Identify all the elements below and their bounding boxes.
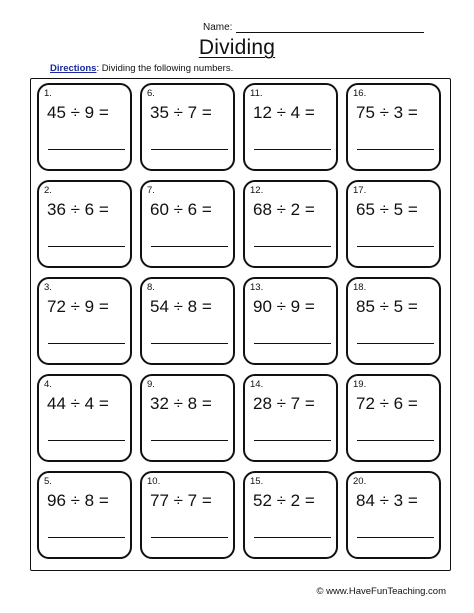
answer-line[interactable]	[48, 440, 125, 441]
problem-expression: 84 ÷ 3 =	[356, 491, 418, 510]
problem-expression: 35 ÷ 7 =	[150, 103, 212, 122]
answer-line[interactable]	[357, 440, 434, 441]
problem-number: 11.	[250, 88, 263, 99]
problem-expression: 72 ÷ 6 =	[356, 394, 418, 413]
problem-expression: 68 ÷ 2 =	[253, 200, 315, 219]
problem-expression: 36 ÷ 6 =	[47, 200, 109, 219]
answer-line[interactable]	[48, 246, 125, 247]
answer-line[interactable]	[151, 149, 228, 150]
problem-box	[37, 83, 132, 171]
answer-line[interactable]	[254, 149, 331, 150]
answer-line[interactable]	[151, 537, 228, 538]
problem-expression: 85 ÷ 5 =	[356, 297, 418, 316]
answer-line[interactable]	[151, 246, 228, 247]
answer-line[interactable]	[357, 537, 434, 538]
problem-box	[346, 471, 441, 559]
problem-expression: 65 ÷ 5 =	[356, 200, 418, 219]
problem-number: 3.	[44, 282, 52, 293]
answer-line[interactable]	[254, 246, 331, 247]
answer-line[interactable]	[151, 343, 228, 344]
problem-box	[243, 374, 338, 462]
answer-line[interactable]	[357, 246, 434, 247]
answer-line[interactable]	[357, 343, 434, 344]
problem-box	[37, 180, 132, 268]
problem-number: 7.	[147, 185, 155, 196]
problem-box	[243, 277, 338, 365]
problem-box	[140, 180, 235, 268]
problem-box	[140, 471, 235, 559]
problem-number: 20.	[353, 476, 367, 487]
problem-number: 4.	[44, 379, 52, 390]
problem-expression: 28 ÷ 7 =	[253, 394, 315, 413]
problem-number: 10.	[147, 476, 161, 487]
problem-box	[140, 374, 235, 462]
worksheet-title: Dividing	[198, 36, 276, 59]
problem-box	[37, 374, 132, 462]
problem-box	[346, 180, 441, 268]
name-field	[203, 22, 424, 33]
problem-expression: 32 ÷ 8 =	[150, 394, 212, 413]
answer-line[interactable]	[48, 343, 125, 344]
problem-box	[37, 277, 132, 365]
answer-line[interactable]	[254, 343, 331, 344]
problem-number: 1.	[44, 88, 52, 99]
problem-number: 14.	[250, 379, 264, 390]
directions-label: Directions	[50, 63, 97, 74]
problem-expression: 12 ÷ 4 =	[253, 103, 315, 122]
problem-box	[346, 374, 441, 462]
problem-expression: 96 ÷ 8 =	[47, 491, 109, 510]
problem-box	[243, 83, 338, 171]
problem-box	[140, 277, 235, 365]
answer-line[interactable]	[48, 149, 125, 150]
problem-number: 12.	[250, 185, 264, 196]
copyright-footer: © www.HaveFunTeaching.com	[316, 586, 446, 597]
directions	[50, 63, 233, 74]
problem-number: 2.	[44, 185, 52, 196]
problem-number: 6.	[147, 88, 155, 99]
problem-expression: 52 ÷ 2 =	[253, 491, 315, 510]
problem-box	[243, 471, 338, 559]
problem-number: 19.	[353, 379, 367, 390]
problem-number: 13.	[250, 282, 264, 293]
problem-expression: 72 ÷ 9 =	[47, 297, 109, 316]
problem-number: 5.	[44, 476, 52, 487]
problem-expression: 77 ÷ 7 =	[150, 491, 212, 510]
problem-expression: 44 ÷ 4 =	[47, 394, 109, 413]
answer-line[interactable]	[151, 440, 228, 441]
name-label: Name:	[203, 22, 233, 33]
answer-line[interactable]	[254, 440, 331, 441]
problem-number: 15.	[250, 476, 264, 487]
name-blank-line[interactable]	[236, 23, 424, 33]
problem-box	[346, 83, 441, 171]
problem-expression: 45 ÷ 9 =	[47, 103, 109, 122]
answer-line[interactable]	[48, 537, 125, 538]
answer-line[interactable]	[254, 537, 331, 538]
problem-number: 8.	[147, 282, 155, 293]
problem-box	[346, 277, 441, 365]
problem-box	[243, 180, 338, 268]
problem-box	[140, 83, 235, 171]
problem-number: 17.	[353, 185, 367, 196]
problem-expression: 54 ÷ 8 =	[150, 297, 212, 316]
problem-box	[37, 471, 132, 559]
problem-expression: 60 ÷ 6 =	[150, 200, 212, 219]
answer-line[interactable]	[357, 149, 434, 150]
problem-expression: 75 ÷ 3 =	[356, 103, 418, 122]
problem-number: 16.	[353, 88, 367, 99]
directions-text: : Dividing the following numbers.	[96, 63, 234, 74]
problem-number: 9.	[147, 379, 155, 390]
problem-grid	[30, 78, 451, 571]
problem-expression: 90 ÷ 9 =	[253, 297, 315, 316]
problem-number: 18.	[353, 282, 367, 293]
